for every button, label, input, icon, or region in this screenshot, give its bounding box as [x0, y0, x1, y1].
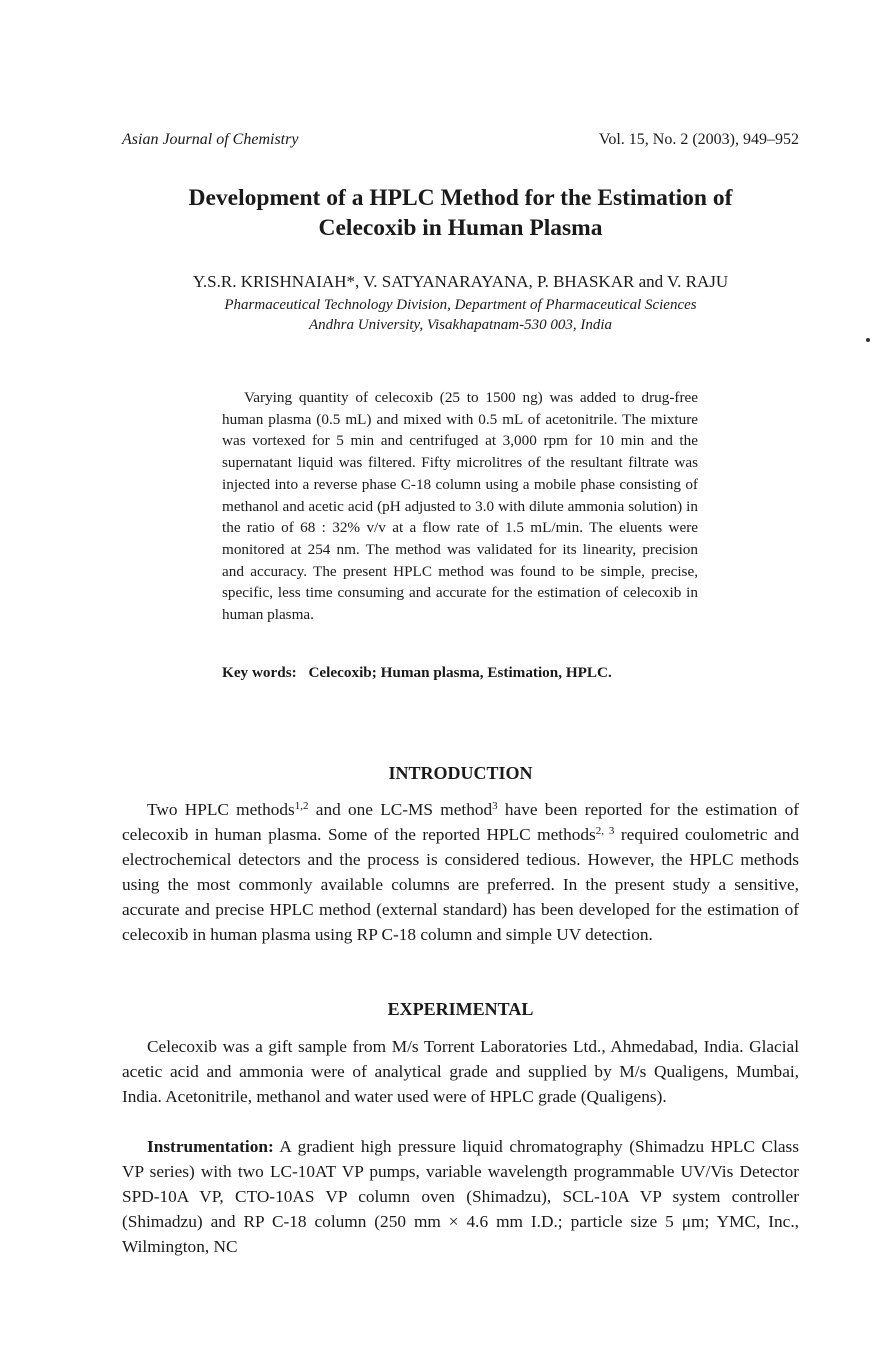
- author-list: Y.S.R. KRISHNAIAH*, V. SATYANARAYANA, P. BHASKAR and V. RAJU: [192, 272, 729, 291]
- title-line-2: Celecoxib in Human Plasma: [318, 215, 603, 241]
- abstract: Varying quantity of celecoxib (25 to 1500 ng) was added to drug-free human plasma (0.5 mL) and mixed with 0.5 mL of acetonitrile. The mixture was vortexed for 5 min and centrifuged at 3,000 rpm for 10 min and the supernatant liquid was filtered. Fifty microlitres of the resultant filtrate was injected into a reverse phase C-18 column using a mobile phase consisting of methanol and acetic acid (pH adjusted to 3.0 with dilute ammonia solution) in the ratio of 68 : 32% v/v at a flow rate of 1.5 mL/min. The eluents were monitored at 254 nm. The method was validated for its linearity, precision and accuracy. The present HPLC method was found to be simple, precise, specific, less time consuming and accurate for the estimation of celecoxib in human plasma.: [222, 389, 698, 624]
- title-line-1: Development of a HPLC Method for the Estimation of: [188, 185, 733, 211]
- instrumentation-label: Instrumentation:: [147, 1137, 274, 1156]
- affiliation-line-2: Andhra University, Visakhapatnam-530 003, India: [308, 317, 613, 333]
- keywords-value: Celecoxib; Human plasma, Estimation, HPLC.: [308, 664, 612, 681]
- citation-2-3: 2, 3: [595, 825, 615, 838]
- paper-title: [122, 183, 799, 243]
- intro-text-d: required coulometric and electrochemical detectors and the process is considered tedious. However, the HPLC methods using the most commonly available columns are preferred. In the present study a sensitive, accurate and precise HPLC method (external standard) has been developed for the estimation of celecoxib in human plasma using RP C-18 column and simple UV detection.: [122, 825, 800, 945]
- journal-name: Asian Journal of Chemistry: [122, 131, 299, 148]
- experimental-heading: EXPERIMENTAL: [387, 999, 534, 1019]
- intro-text-c: have been reported for the estimation of celecoxib in human plasma. Some of the reported HPLC methods: [122, 800, 799, 845]
- citation-3: 3: [492, 800, 498, 812]
- affiliation-line-1: Pharmaceutical Technology Division, Department of Pharmaceutical Sciences: [224, 297, 697, 313]
- intro-text-a: Two HPLC methods: [147, 800, 295, 819]
- intro-text-b: and one LC-MS method: [308, 800, 493, 819]
- keywords-label: Key words:: [222, 664, 297, 681]
- experimental-paragraph-1: Celecoxib was a gift sample from M/s Torrent Laboratories Ltd., Ahmedabad, India. Glacial acetic acid and ammonia were of analytical grade and supplied by M/s Qualigens, Mumbai, India. Acetonitrile, methanol and water used were of HPLC grade (Qualigens).: [122, 1037, 799, 1107]
- keywords: [222, 662, 698, 683]
- citation-1-2: 1,2: [294, 800, 309, 812]
- introduction-paragraph: [122, 797, 799, 948]
- stray-mark: [866, 338, 870, 342]
- instrumentation-text: A gradient high pressure liquid chromatography (Shimadzu HPLC Class VP series) with two LC-10AT VP pumps, variable wavelength programmable UV/Vis Detector SPD-10A VP, CTO-10AS VP column oven (Shimadzu), SCL-10A VP system controller (Shimadzu) and RP C-18 column (250 mm × 4.6 mm I.D.; particle size 5 μm; YMC, Inc., Wilmington, NC: [122, 1137, 799, 1257]
- instrumentation-paragraph: [122, 1134, 799, 1259]
- volume-info: Vol. 15, No. 2 (2003), 949–952: [598, 131, 799, 148]
- introduction-heading: INTRODUCTION: [388, 763, 533, 783]
